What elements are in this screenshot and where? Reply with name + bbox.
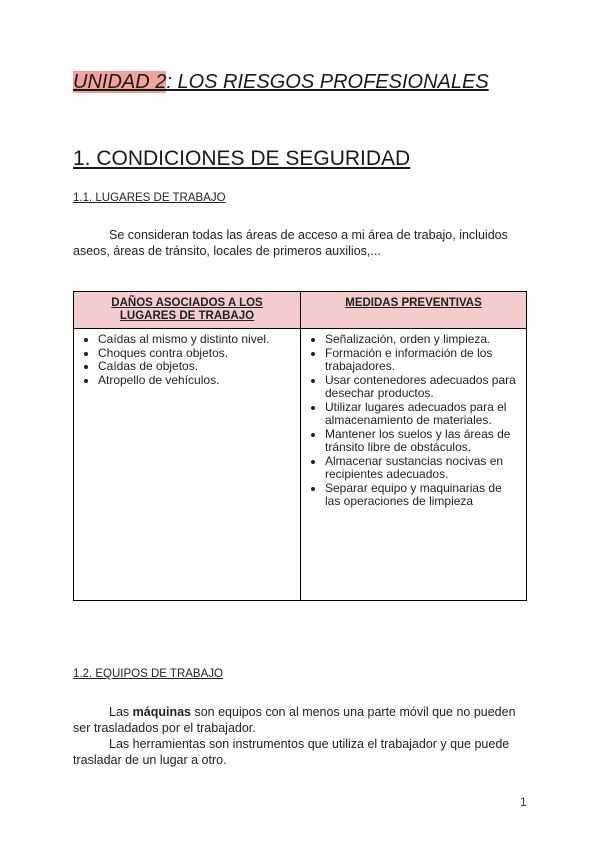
table-header-row [74,292,527,329]
list-item: • Formación e información de los trabajadores. [325,347,520,374]
intro-paragraph: Se consideran todas las áreas de acceso a mi área de trabajo, incluidos aseos, áreas de tránsito, locales de primeros auxilios,... [73,228,508,258]
list-item: • Atropello de vehículos. [98,374,294,388]
subsection-title-lugares: 1.1. LUGARES DE TRABAJO [73,192,226,204]
list-item: • Señalización, orden y limpieza. [325,333,520,347]
list-item: • Separar equipo y maquinarias de las operaciones de limpieza [325,482,520,509]
machines-bold-term: máquinas [132,705,191,719]
machines-text-pre: Las [109,705,133,719]
page-number: 1 [520,795,527,809]
measures-cell [301,329,527,601]
unit-title [73,71,489,94]
machines-text-post: son equipos con al menos una parte móvil que no pueden ser trasladados por el trabajador. [73,705,516,735]
subsection-title-equipos: 1.2. EQUIPOS DE TRABAJO [73,668,223,680]
list-item: • Utilizar lugares adecuados para el almacenamiento de materiales. [325,401,520,428]
list-item: • Caídas al mismo y distinto nivel. [98,333,294,347]
list-item: • Almacenar sustancias nocivas en recipientes adecuados. [325,455,520,482]
unit-label-highlight: UNIDAD 2 [73,71,167,93]
damages-list [78,333,294,387]
tools-paragraph: Las herramientas son instrumentos que utiliza el trabajador y que puede trasladar de un lugar a otro. [73,737,510,767]
table-row [74,329,527,601]
measures-list [305,333,520,509]
list-item: • Usar contenedores adecuados para desechar productos. [325,374,520,401]
unit-title-rest: : LOS RIESGOS PROFESIONALES [166,71,489,93]
list-item: • Caídas de objetos. [98,360,294,374]
table-header-measures: MEDIDAS PREVENTIVAS [301,292,527,329]
section-title: 1. CONDICIONES DE SEGURIDAD [73,147,411,170]
damages-cell [74,329,301,601]
table-header-damages: DAÑOS ASOCIADOS A LOS LUGARES DE TRABAJO [74,292,301,329]
risk-table [73,291,527,601]
list-item: • Mantener los suelos y las áreas de tránsito libre de obstáculos. [325,428,520,455]
list-item: • Choques contra objetos. [98,347,294,361]
machines-paragraph [73,704,533,736]
